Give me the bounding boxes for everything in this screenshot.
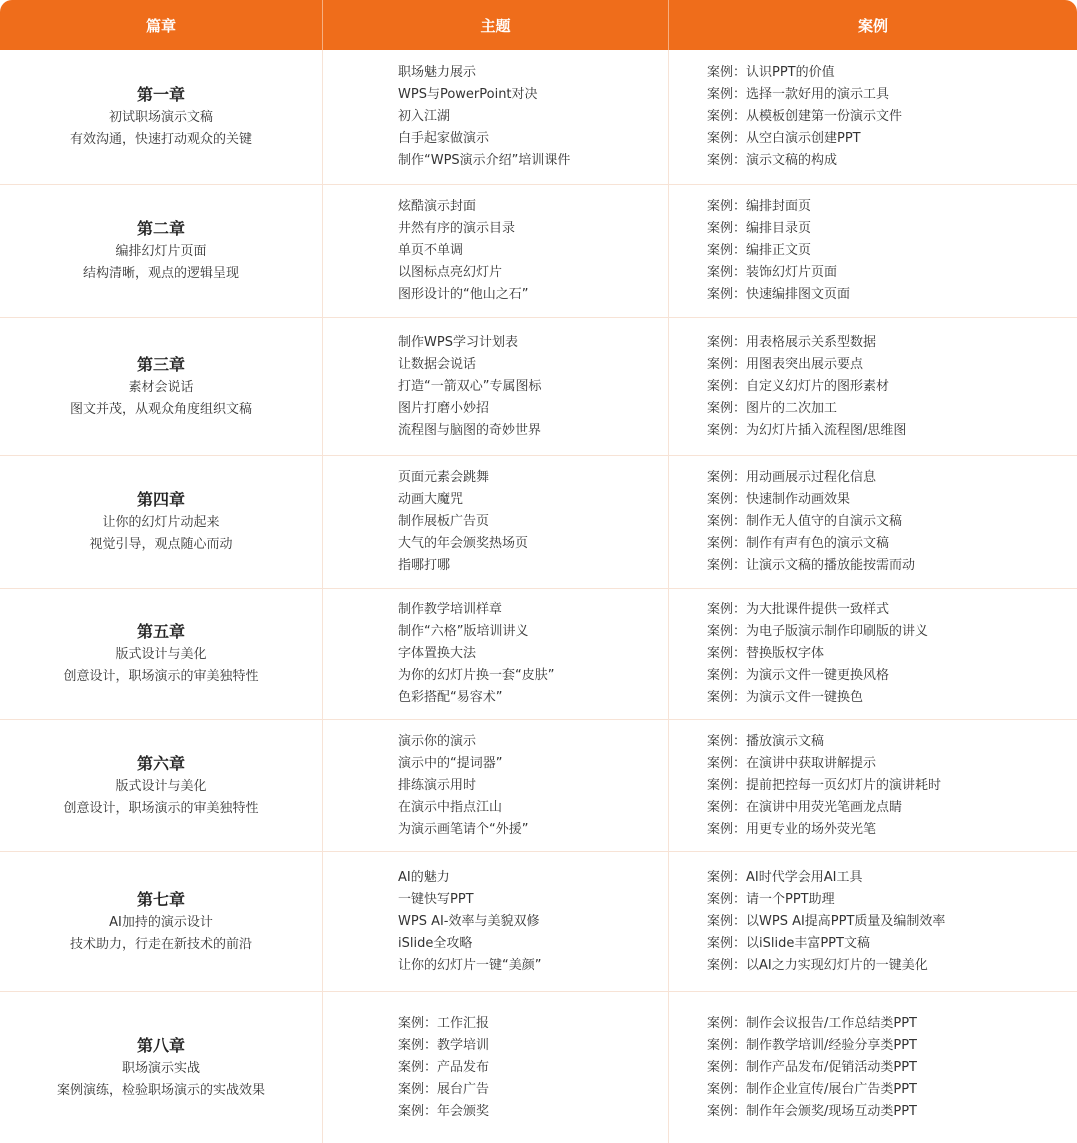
case-item: 案例：从空白演示创建PPT	[707, 131, 861, 146]
header-chapter: 篇章	[0, 0, 323, 50]
case-item: 案例：选择一款好用的演示工具	[707, 87, 890, 102]
cases-cell	[669, 992, 1077, 1143]
topic-item: 排练演示用时	[398, 777, 477, 793]
topic-item: 炫酷演示封面	[398, 199, 477, 214]
table-row	[0, 992, 1077, 1143]
header-case: 案例	[857, 16, 888, 35]
chapter-title: 第二章	[136, 219, 185, 238]
table-row	[0, 185, 1077, 318]
topic-item: 制作WPS学习计划表	[398, 334, 518, 350]
topic-item: WPS AI-效率与美貌双修	[398, 913, 540, 929]
chapter-cell	[0, 589, 323, 719]
topic-item: 打造“一箭双心”专属图标	[398, 378, 542, 394]
case-item: 案例：编排正文页	[707, 243, 812, 258]
chapter-subtitle: 素材会说话	[128, 379, 194, 395]
topic-item: 指哪打哪	[398, 558, 451, 573]
case-item: 案例：图片的二次加工	[707, 400, 838, 416]
case-item: 案例：用动画展示过程化信息	[707, 470, 877, 485]
case-item: 案例：编排封面页	[707, 199, 812, 214]
case-item: 案例：为大批课件提供一致样式	[707, 602, 890, 617]
topic-item: 案例：产品发布	[398, 1059, 490, 1075]
case-item: 案例：为演示文件一键换色	[707, 690, 864, 705]
chapter-subtitle: 职场演示实战	[121, 1060, 200, 1076]
chapter-cell	[0, 852, 323, 991]
case-item: 案例：快速制作动画效果	[707, 492, 851, 507]
case-item: 案例：编排目录页	[707, 221, 812, 236]
case-item: 案例：用图表突出展示要点	[707, 356, 864, 372]
case-item: 案例：自定义幻灯片的图形素材	[707, 378, 890, 394]
case-item: 案例：为电子版演示制作印刷版的讲义	[707, 624, 929, 639]
topic-item: 案例：年会颁奖	[398, 1103, 490, 1119]
topic-item: 制作教学培训样章	[398, 602, 503, 617]
topic-item: 井然有序的演示目录	[398, 221, 516, 236]
topic-item: 为你的幻灯片换一套“皮肤”	[398, 668, 555, 683]
case-item: 案例：在演讲中用荧光笔画龙点睛	[707, 799, 903, 815]
chapter-subtitle: AI加持的演示设计	[109, 914, 213, 930]
case-item: 案例：为演示文件一键更换风格	[707, 668, 890, 683]
topic-item: 单页不单调	[398, 243, 464, 258]
case-item: 案例：为幻灯片插入流程图/思维图	[707, 422, 907, 438]
chapter-cell	[0, 456, 323, 588]
chapter-title: 第六章	[136, 753, 185, 773]
cases-cell	[669, 456, 1077, 588]
table-row	[0, 720, 1077, 852]
case-item: 案例：以iSlide丰富PPT文稿	[707, 935, 870, 951]
chapter-description: 结构清晰，观点的逻辑呈现	[82, 266, 239, 281]
chapter-title: 第四章	[136, 490, 185, 509]
topics-cell	[323, 456, 669, 588]
cases-cell	[669, 589, 1077, 719]
cases-cell	[669, 852, 1077, 991]
table-header	[0, 0, 1077, 50]
case-item: 案例：从模板创建第一份演示文件	[707, 109, 903, 124]
topic-item: 制作展板广告页	[398, 514, 490, 529]
topics-cell	[323, 992, 669, 1143]
case-item: 案例：制作无人值守的自演示文稿	[707, 514, 903, 529]
topic-item: 初入江湖	[398, 109, 451, 124]
topic-item: 色彩搭配“易容术”	[398, 690, 503, 705]
case-item: 案例：以WPS AI提高PPT质量及编制效率	[707, 913, 946, 929]
chapter-title: 第七章	[136, 889, 185, 909]
case-item: 案例：制作教学培训/经验分享类PPT	[707, 1037, 917, 1053]
case-item: 案例：制作年会颁奖/现场互动类PPT	[707, 1103, 917, 1119]
topics-cell	[323, 185, 669, 317]
chapter-subtitle: 初试职场演示文稿	[108, 110, 213, 125]
case-item: 案例：替换版权字体	[707, 646, 825, 661]
topic-item: 页面元素会跳舞	[398, 470, 490, 485]
chapter-title: 第八章	[136, 1035, 185, 1055]
table-row	[0, 852, 1077, 992]
chapter-description: 视觉引导，观点随心而动	[89, 537, 233, 552]
table-row	[0, 589, 1077, 720]
topic-item: 让数据会说话	[398, 356, 477, 372]
topic-item: 案例：工作汇报	[398, 1015, 490, 1031]
cases-cell	[669, 318, 1077, 455]
case-item: 案例：让演示文稿的播放能按需而动	[707, 558, 916, 573]
chapter-cell	[0, 50, 323, 184]
topic-item: 为演示画笔请个“外援”	[398, 821, 529, 837]
topic-item: 制作“WPS演示介绍”培训课件	[398, 153, 571, 168]
topics-cell	[323, 50, 669, 184]
topics-cell	[323, 589, 669, 719]
chapter-cell	[0, 318, 323, 455]
chapter-title: 第一章	[136, 85, 185, 104]
case-item: 案例：以AI之力实现幻灯片的一键美化	[707, 957, 928, 973]
topic-item: 让你的幻灯片一键“美颜”	[398, 957, 542, 973]
topics-cell	[323, 318, 669, 455]
chapter-subtitle: 编排幻灯片页面	[115, 244, 207, 259]
table-row	[0, 50, 1077, 185]
chapter-description: 技术助力，行走在新技术的前沿	[69, 936, 252, 952]
topic-item: 案例：展台广告	[398, 1081, 490, 1097]
case-item: 案例：制作有声有色的演示文稿	[707, 536, 890, 551]
chapter-description: 案例演练，检验职场演示的实战效果	[56, 1082, 265, 1098]
case-item: 案例：装饰幻灯片页面	[707, 265, 838, 280]
topic-item: 制作“六格”版培训讲义	[398, 624, 529, 639]
topic-item: 图片打磨小妙招	[398, 400, 490, 416]
chapter-title: 第三章	[136, 354, 185, 374]
topic-item: 动画大魔咒	[398, 492, 464, 507]
topic-item: 一键快写PPT	[398, 891, 474, 907]
case-item: 案例：制作会议报告/工作总结类PPT	[707, 1015, 917, 1031]
chapter-cell	[0, 720, 323, 851]
topic-item: 职场魅力展示	[398, 65, 477, 80]
case-item: 案例：播放演示文稿	[707, 733, 825, 749]
topic-item: iSlide全攻略	[398, 935, 473, 951]
case-item: 案例：制作产品发布/促销活动类PPT	[707, 1059, 917, 1075]
case-item: 案例：AI时代学会用AI工具	[707, 869, 863, 885]
topic-item: 字体置换大法	[398, 646, 477, 661]
table-row	[0, 318, 1077, 456]
chapter-description: 有效沟通，快速打动观众的关键	[69, 132, 252, 147]
table-body	[0, 50, 1077, 1143]
topic-item: AI的魅力	[398, 869, 450, 885]
topic-item: 演示中的“提词器”	[398, 755, 503, 771]
case-item: 案例：提前把控每一页幻灯片的演讲耗时	[707, 777, 942, 793]
cases-cell	[669, 185, 1077, 317]
case-item: 案例：在演讲中获取讲解提示	[707, 755, 877, 771]
topic-item: WPS与PowerPoint对决	[398, 87, 538, 102]
chapter-subtitle: 版式设计与美化	[115, 778, 207, 794]
topic-item: 图形设计的“他山之石”	[398, 287, 529, 302]
case-item: 案例：演示文稿的构成	[707, 153, 838, 168]
chapter-cell	[0, 992, 323, 1143]
chapter-subtitle: 让你的幻灯片动起来	[102, 515, 220, 530]
chapter-cell	[0, 185, 323, 317]
topic-item: 演示你的演示	[398, 733, 477, 749]
case-item: 案例：认识PPT的价值	[707, 65, 835, 80]
header-topic: 主题	[323, 0, 669, 50]
topic-item: 案例：教学培训	[398, 1037, 490, 1053]
chapter-subtitle: 版式设计与美化	[115, 647, 207, 662]
topics-cell	[323, 852, 669, 991]
topics-cell	[323, 720, 669, 851]
cases-cell	[669, 720, 1077, 851]
chapter-description: 图文并茂，从观众角度组织文稿	[69, 401, 252, 417]
chapter-title: 第五章	[136, 622, 185, 641]
topic-item: 流程图与脑图的奇妙世界	[398, 422, 542, 438]
case-item: 案例：快速编排图文页面	[707, 287, 851, 302]
chapter-description: 创意设计，职场演示的审美独特性	[63, 669, 259, 684]
topic-item: 在演示中指点江山	[398, 799, 503, 815]
table-row	[0, 456, 1077, 589]
chapter-description: 创意设计，职场演示的审美独特性	[63, 800, 259, 816]
topic-item: 大气的年会颁奖热场页	[398, 536, 529, 551]
cases-cell	[669, 50, 1077, 184]
topic-item: 白手起家做演示	[398, 131, 490, 146]
case-item: 案例：用表格展示关系型数据	[707, 334, 877, 350]
case-item: 案例：用更专业的场外荧光笔	[707, 821, 877, 837]
topic-item: 以图标点亮幻灯片	[398, 265, 503, 280]
case-item: 案例：制作企业宣传/展台广告类PPT	[707, 1081, 917, 1097]
case-item: 案例：请一个PPT助理	[707, 891, 835, 907]
